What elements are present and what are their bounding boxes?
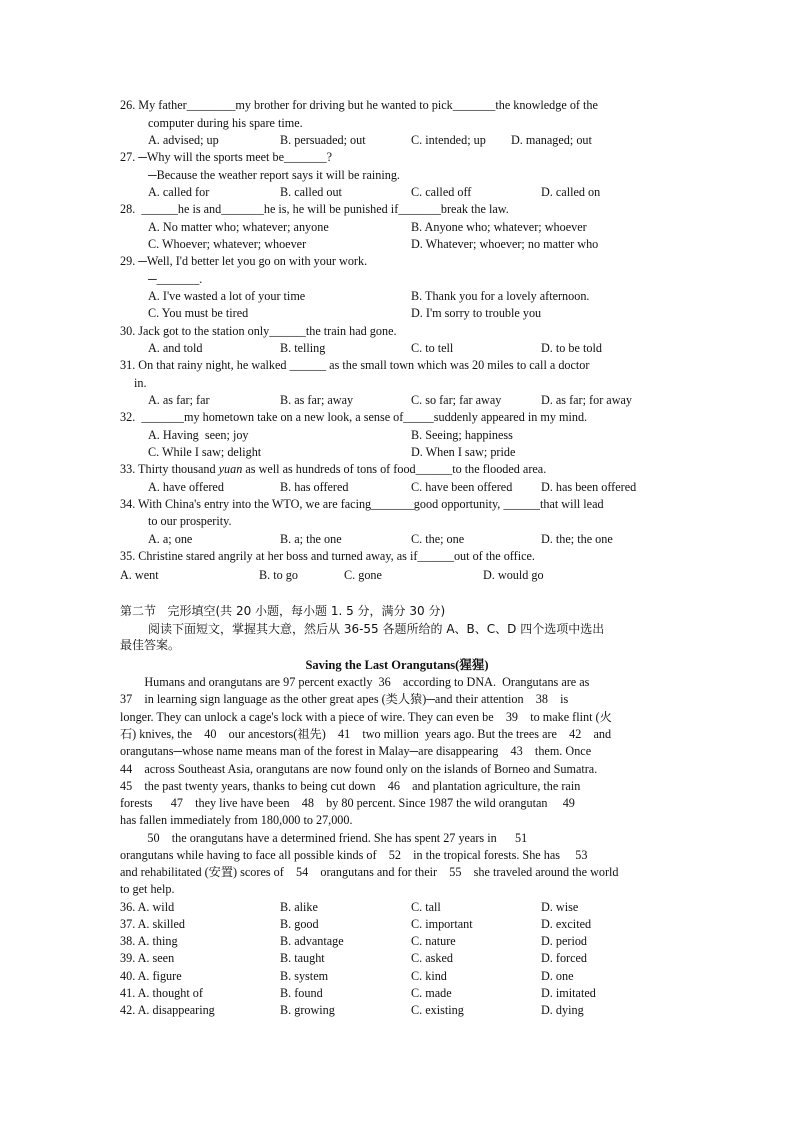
q28-option-b: B. Anyone who; whatever; whoever: [411, 220, 587, 234]
q35-option-b: B. to go: [259, 568, 298, 582]
q32-option-d: D. When I saw; pride: [411, 445, 516, 459]
q31-option-c: C. so far; far away: [411, 393, 502, 407]
q33-stem-em: yuan: [218, 462, 243, 476]
passage-line: has fallen immediately from 180,000 to 27,000.: [120, 813, 353, 827]
q27-stem-cont: ─Because the weather report says it will be raining.: [148, 168, 400, 182]
q29-option-b: B. Thank you for a lovely afternoon.: [411, 289, 590, 303]
q29-option-c: C. You must be tired: [148, 306, 249, 320]
q29-option-d: D. I'm sorry to trouble you: [411, 306, 542, 320]
passage-line: Humans and orangutans are 97 percent exactly 36 according to DNA. Orangutans are as: [120, 675, 590, 689]
choice-40-d: D. one: [541, 969, 574, 983]
choice-39-a: 39. A. seen: [120, 951, 175, 965]
q34-option-d: D. the; the one: [541, 532, 613, 546]
section-instructions-cont: 最佳答案。: [120, 638, 181, 652]
choice-37-d: D. excited: [541, 917, 592, 931]
q31-option-d: D. as far; for away: [541, 393, 633, 407]
q35-option-a: A. went: [120, 568, 159, 582]
choice-40-b: B. system: [280, 969, 329, 983]
q32-option-c: C. While I saw; delight: [148, 445, 262, 459]
q27-stem: 27. ─Why will the sports meet be_______?: [120, 150, 333, 164]
q28-option-d: D. Whatever; whoever; no matter who: [411, 237, 599, 251]
q26-option-b: B. persuaded; out: [280, 133, 366, 147]
q26-option-d: D. managed; out: [511, 133, 592, 147]
section-heading: 第二节 完形填空(共 20 小题，每小题 1. 5 分，满分 30 分): [120, 604, 446, 618]
choice-37-a: 37. A. skilled: [120, 917, 186, 931]
passage-line: 37 in learning sign language as the other great apes (类人猿)─and their attention 38 is: [120, 692, 569, 706]
section-instructions: 阅读下面短文，掌握其大意，然后从 36-55 各题所给的 A、B、C、D 四个选项中选出: [148, 622, 605, 636]
q34-stem: 34. With China's entry into the WTO, we are facing_______good opportunity, ______that will lead: [120, 497, 604, 511]
choice-41-b: B. found: [280, 986, 323, 1000]
q33-option-c: C. have been offered: [411, 480, 513, 494]
q26-stem: 26. My father________my brother for driving but he wanted to pick_______the knowledge of the: [120, 98, 598, 112]
choice-38-d: D. period: [541, 934, 588, 948]
q28-option-c: C. Whoever; whatever; whoever: [148, 237, 307, 251]
choice-38-a: 38. A. thing: [120, 934, 178, 948]
passage-line: 50 the orangutans have a determined friend. She has spent 27 years in 51: [120, 831, 528, 845]
passage-line: forests 47 they live have been 48 by 80 percent. Since 1987 the wild orangutan 49: [120, 796, 575, 810]
q26-stem-cont: computer during his spare time.: [148, 116, 303, 130]
choice-41-d: D. imitated: [541, 986, 596, 1000]
q28-option-a: A. No matter who; whatever; anyone: [148, 220, 329, 234]
choice-41-a: 41. A. thought of: [120, 986, 203, 1000]
choice-36-a: 36. A. wild: [120, 900, 175, 914]
q27-option-a: A. called for: [148, 185, 210, 199]
choice-41-c: C. made: [411, 986, 452, 1000]
q31-stem-cont: in.: [134, 376, 147, 390]
choice-36-b: B. alike: [280, 900, 318, 914]
q31-stem: 31. On that rainy night, he walked ______ as the small town which was 20 miles to call a doctor: [120, 358, 590, 372]
q31-option-a: A. as far; far: [148, 393, 210, 407]
q30-stem: 30. Jack got to the station only______the train had gone.: [120, 324, 397, 338]
q34-stem-cont: to our prosperity.: [148, 514, 232, 528]
choice-38-c: C. nature: [411, 934, 456, 948]
q27-option-c: C. called off: [411, 185, 472, 199]
passage-line: 石) knives, the 40 our ancestors(祖先) 41 two million years ago. But the trees are 42 and: [120, 727, 612, 741]
passage-line: orangutans while having to face all possible kinds of 52 in the tropical forests. She has 53: [120, 848, 588, 862]
q29-option-a: A. I've wasted a lot of your time: [148, 289, 306, 303]
passage-line: orangutans─whose name means man of the forest in Malay─are disappearing 43 them. Once: [120, 744, 592, 758]
q32-stem: 32. _______my hometown take on a new look, a sense of_____suddenly appeared in my mind.: [120, 410, 588, 424]
q26-option-c: C. intended; up: [411, 133, 486, 147]
q33-stem-pre: 33. Thirty thousand: [120, 462, 219, 476]
choice-36-c: C. tall: [411, 900, 441, 914]
q33-option-b: B. has offered: [280, 480, 349, 494]
q30-option-b: B. telling: [280, 341, 326, 355]
q33-stem: [120, 461, 546, 477]
choice-42-c: C. existing: [411, 1003, 464, 1017]
q32-option-a: A. Having seen; joy: [148, 428, 249, 442]
passage-line: 45 the past twenty years, thanks to being cut down 46 and plantation agriculture, the rain: [120, 779, 581, 793]
q27-option-b: B. called out: [280, 185, 342, 199]
q32-option-b: B. Seeing; happiness: [411, 428, 513, 442]
passage-line: longer. They can unlock a cage's lock with a piece of wire. They can even be 39 to make flint (火: [120, 710, 612, 724]
q29-stem: 29. ─Well, I'd better let you go on with your work.: [120, 254, 368, 268]
q31-option-b: B. as far; away: [280, 393, 354, 407]
choice-38-b: B. advantage: [280, 934, 344, 948]
q34-option-a: A. a; one: [148, 532, 193, 546]
q35-option-c: C. gone: [344, 568, 382, 582]
q29-stem-cont: ─_______.: [148, 272, 203, 286]
choice-36-d: D. wise: [541, 900, 579, 914]
passage-title: Saving the Last Orangutans(猩猩): [305, 658, 489, 672]
passage-line: to get help.: [120, 882, 175, 896]
choice-42-a: 42. A. disappearing: [120, 1003, 215, 1017]
choice-37-c: C. important: [411, 917, 473, 931]
q34-option-b: B. a; the one: [280, 532, 342, 546]
q30-option-a: A. and told: [148, 341, 203, 355]
q33-option-d: D. has been offered: [541, 480, 637, 494]
passage-line: 44 across Southeast Asia, orangutans are now found only on the islands of Borneo and Sumatra.: [120, 762, 598, 776]
choice-42-d: D. dying: [541, 1003, 584, 1017]
q27-option-d: D. called on: [541, 185, 601, 199]
q26-option-a: A. advised; up: [148, 133, 219, 147]
q28-stem: 28. ______he is and_______he is, he will be punished if_______break the law.: [120, 202, 509, 216]
choice-39-d: D. forced: [541, 951, 588, 965]
q34-option-c: C. the; one: [411, 532, 465, 546]
choice-39-b: B. taught: [280, 951, 325, 965]
choice-39-c: C. asked: [411, 951, 453, 965]
choice-40-a: 40. A. figure: [120, 969, 182, 983]
q33-stem-post: as well as hundreds of tons of food______to the flooded area.: [242, 462, 547, 476]
q30-option-c: C. to tell: [411, 341, 454, 355]
q35-stem: 35. Christine stared angrily at her boss and turned away, as if______out of the office.: [120, 549, 535, 563]
q30-option-d: D. to be told: [541, 341, 602, 355]
q35-option-d: D. would go: [483, 568, 544, 582]
q33-option-a: A. have offered: [148, 480, 224, 494]
choice-40-c: C. kind: [411, 969, 447, 983]
choice-37-b: B. good: [280, 917, 319, 931]
choice-42-b: B. growing: [280, 1003, 335, 1017]
passage-line: and rehabilitated (安置) scores of 54 orangutans and for their 55 she traveled around the world: [120, 865, 619, 879]
